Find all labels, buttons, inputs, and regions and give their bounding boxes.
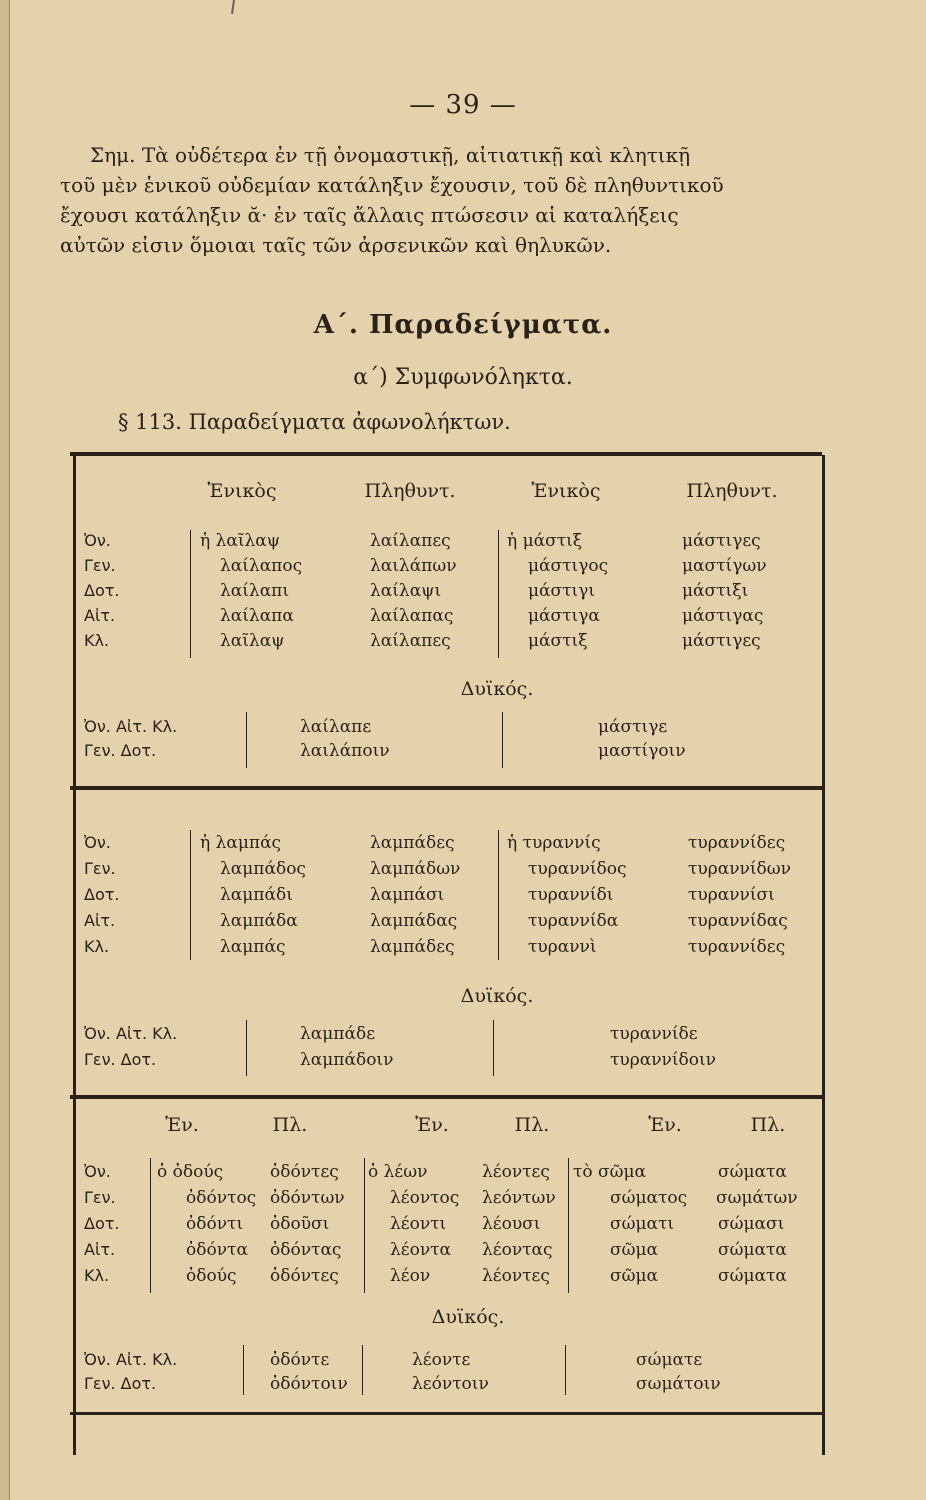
dual-form: σώματε <box>636 1350 703 1370</box>
form-cell: λεόντων <box>482 1188 556 1208</box>
case-label: Αἰτ. <box>84 606 116 625</box>
form-cell: λαμπάδας <box>370 911 458 931</box>
dual-form: μαστίγοιν <box>598 741 686 761</box>
form-cell: τυραννίσι <box>688 885 775 905</box>
note-line: ἔχουσι κατάληξιν ᾰ· ἐν ταῖς ἄλλαις πτώσεσιν αἱ καταλήξεις <box>60 203 679 227</box>
column-rule <box>568 1158 569 1293</box>
column-rule <box>498 530 499 658</box>
form-cell: σώματος <box>610 1188 688 1208</box>
form-cell: μάστιγα <box>528 606 600 626</box>
column-rule <box>493 1020 494 1076</box>
case-label: Δοτ. <box>84 1214 120 1233</box>
dual-form: μάστιγε <box>598 717 668 737</box>
dual-heading: Δυϊκός. <box>460 678 534 700</box>
form-cell: μάστιξ <box>528 631 588 651</box>
case-label: Γεν. <box>84 859 116 878</box>
note-line: αὐτῶν εἰσιν ὅμοιαι ταῖς τῶν ἀρσενικῶν καὶ θηλυκῶν. <box>60 233 612 257</box>
form-cell: τυραννίδα <box>528 911 619 931</box>
form-cell: ἡ λαῖλαψ <box>200 531 281 551</box>
form-cell: μάστιγες <box>682 531 761 551</box>
form-cell: λέοντες <box>482 1162 550 1182</box>
case-label: Ὀν. <box>84 1162 111 1181</box>
form-cell: λαμπάδες <box>370 833 455 853</box>
form-cell: τυραννίδες <box>688 937 786 957</box>
column-rule <box>150 1158 151 1293</box>
table-bottom-rule <box>70 1412 822 1415</box>
form-cell: ὀδόντων <box>270 1188 345 1208</box>
form-cell: σώματι <box>610 1214 675 1234</box>
form-cell: λαμπάς <box>220 937 286 957</box>
dual-form: σωμάτοιν <box>636 1374 721 1394</box>
form-cell: λαμπάδων <box>370 859 461 879</box>
table-top-rule <box>70 452 822 456</box>
form-cell: ἡ μάστιξ <box>507 531 583 551</box>
form-cell: λαίλαπας <box>370 606 454 626</box>
dual-form: τυραννίδοιν <box>610 1050 717 1070</box>
form-cell: ὀδόντι <box>186 1214 244 1234</box>
form-cell: λέουσι <box>482 1214 541 1234</box>
form-cell: λαίλαπα <box>220 606 294 626</box>
case-label: Ὀν. <box>84 531 111 550</box>
form-cell: ὀδόντα <box>186 1240 248 1260</box>
case-label: Αἰτ. <box>84 1240 116 1259</box>
column-header: Πληθυντ. <box>686 480 778 502</box>
column-rule <box>190 830 191 960</box>
dual-form: ὀδόντε <box>270 1350 330 1370</box>
dual-form: ὀδόντοιν <box>270 1374 348 1394</box>
form-cell: λαιλάπων <box>370 556 457 576</box>
form-cell: ἡ τυραννίς <box>507 833 601 853</box>
dual-heading: Δυϊκός. <box>431 1306 505 1328</box>
table-divider <box>70 786 822 790</box>
form-cell: τυραννίδων <box>688 859 791 879</box>
dual-form: λεόντοιν <box>412 1374 489 1394</box>
form-cell: μάστιγας <box>682 606 764 626</box>
dual-form: λαμπάδοιν <box>300 1050 394 1070</box>
page-edge <box>0 0 10 1500</box>
dual-case-label: Ὀν. Αἰτ. Κλ. <box>84 1024 178 1043</box>
form-cell: μαστίγων <box>682 556 767 576</box>
form-cell: λέοντι <box>390 1214 447 1234</box>
form-cell: λέοντος <box>390 1188 460 1208</box>
column-header: Ἑν. <box>648 1114 682 1136</box>
heading-consonant-stems: α΄) Συμφωνόληκτα. <box>353 365 573 390</box>
form-cell: ὁ λέων <box>368 1162 428 1182</box>
column-rule <box>364 1158 365 1293</box>
column-header: Πλ. <box>750 1114 786 1136</box>
form-cell: σῶμα <box>610 1266 658 1286</box>
form-cell: σῶμα <box>610 1240 658 1260</box>
form-cell: λαμπάδα <box>220 911 298 931</box>
note-line: τοῦ μὲν ἑνικοῦ οὐδεμίαν κατάληξιν ἔχουσιν, τοῦ δὲ πληθυντικοῦ <box>60 173 724 197</box>
case-label: Κλ. <box>84 631 110 650</box>
dual-form: λαίλαπε <box>300 717 372 737</box>
form-cell: λαῖλαψ <box>220 631 285 651</box>
form-cell: λαίλαπες <box>370 631 451 651</box>
case-label: Ὀν. <box>84 833 111 852</box>
dual-case-label: Γεν. Δοτ. <box>84 741 157 760</box>
dual-case-label: Γεν. Δοτ. <box>84 1050 157 1069</box>
form-cell: λέοντας <box>482 1240 553 1260</box>
form-cell: σωμάτων <box>716 1188 798 1208</box>
form-cell: ὀδόντες <box>270 1266 339 1286</box>
column-header: Ἑνικὸς <box>531 480 601 502</box>
dual-case-label: Ὀν. Αἰτ. Κλ. <box>84 717 178 736</box>
grammar-note <box>60 140 860 260</box>
form-cell: τὸ σῶμα <box>573 1162 647 1182</box>
form-cell: λαίλαπι <box>220 581 290 601</box>
dual-case-label: Ὀν. Αἰτ. Κλ. <box>84 1350 178 1369</box>
form-cell: λαμπάσι <box>370 885 445 905</box>
page-number: — 39 — <box>409 90 517 120</box>
form-cell: ὀδοῦσι <box>270 1214 330 1234</box>
form-cell: λαμπάδος <box>220 859 306 879</box>
form-cell: μάστιγες <box>682 631 761 651</box>
form-cell: λέοντες <box>482 1266 550 1286</box>
form-cell: σώμασι <box>718 1214 785 1234</box>
dual-heading: Δυϊκός. <box>460 985 534 1007</box>
form-cell: μάστιγος <box>528 556 609 576</box>
case-label: Γεν. <box>84 1188 116 1207</box>
form-cell: λαμπάδι <box>220 885 293 905</box>
column-header: Πλ. <box>514 1114 550 1136</box>
form-cell: σώματα <box>718 1162 787 1182</box>
column-rule <box>246 1020 247 1076</box>
form-cell: σώματα <box>718 1240 787 1260</box>
column-header: Πληθυντ. <box>364 480 456 502</box>
form-cell: ὁ ὀδούς <box>157 1162 224 1182</box>
form-cell: ὀδόντες <box>270 1162 339 1182</box>
column-rule <box>498 830 499 960</box>
form-cell: ὀδούς <box>186 1266 237 1286</box>
dual-form: τυραννίδε <box>610 1024 698 1044</box>
table-divider <box>70 1095 822 1099</box>
form-cell: μάστιξι <box>682 581 749 601</box>
note-line: Σημ. Τὰ οὐδέτερα ἐν τῇ ὀνομαστικῇ, αἰτιατικῇ καὶ κλητικῇ <box>90 143 691 167</box>
column-rule <box>502 712 503 768</box>
case-label: Κλ. <box>84 1266 110 1285</box>
ink-mark <box>231 0 235 14</box>
form-cell: τυραννίδας <box>688 911 788 931</box>
form-cell: λαίλαπος <box>220 556 303 576</box>
column-header: Ἑνικὸς <box>207 480 277 502</box>
form-cell: τυραννίδες <box>688 833 786 853</box>
case-label: Δοτ. <box>84 885 120 904</box>
column-rule <box>362 1345 363 1395</box>
case-label: Κλ. <box>84 937 110 956</box>
form-cell: λέον <box>390 1266 431 1286</box>
form-cell: τυραννίδι <box>528 885 614 905</box>
form-cell: τυραννίδος <box>528 859 627 879</box>
form-cell: σώματα <box>718 1266 787 1286</box>
case-label: Αἰτ. <box>84 911 116 930</box>
column-rule <box>190 530 191 658</box>
form-cell: ὀδόντας <box>270 1240 342 1260</box>
form-cell: μάστιγι <box>528 581 596 601</box>
column-rule <box>246 712 247 768</box>
form-cell: λαμπάδες <box>370 937 455 957</box>
dual-form: λαμπάδε <box>300 1024 375 1044</box>
dual-case-label: Γεν. Δοτ. <box>84 1374 157 1393</box>
case-label: Γεν. <box>84 556 116 575</box>
dual-form: λαιλάποιν <box>300 741 390 761</box>
heading-section: § 113. Παραδείγματα ἀφωνολήκτων. <box>118 410 511 434</box>
dual-form: λέοντε <box>412 1350 471 1370</box>
case-label: Δοτ. <box>84 581 120 600</box>
form-cell: τυραννὶ <box>528 937 597 957</box>
form-cell: λαίλαψι <box>370 581 442 601</box>
form-cell: λαίλαπες <box>370 531 451 551</box>
column-header: Πλ. <box>272 1114 308 1136</box>
column-header: Ἑν. <box>165 1114 199 1136</box>
column-rule <box>565 1345 566 1395</box>
column-rule <box>243 1345 244 1395</box>
column-header: Ἑν. <box>415 1114 449 1136</box>
form-cell: λέοντα <box>390 1240 452 1260</box>
form-cell: ὀδόντος <box>186 1188 257 1208</box>
form-cell: ἡ λαμπάς <box>200 833 282 853</box>
heading-examples: Α΄. Παραδείγματα. <box>313 310 613 340</box>
